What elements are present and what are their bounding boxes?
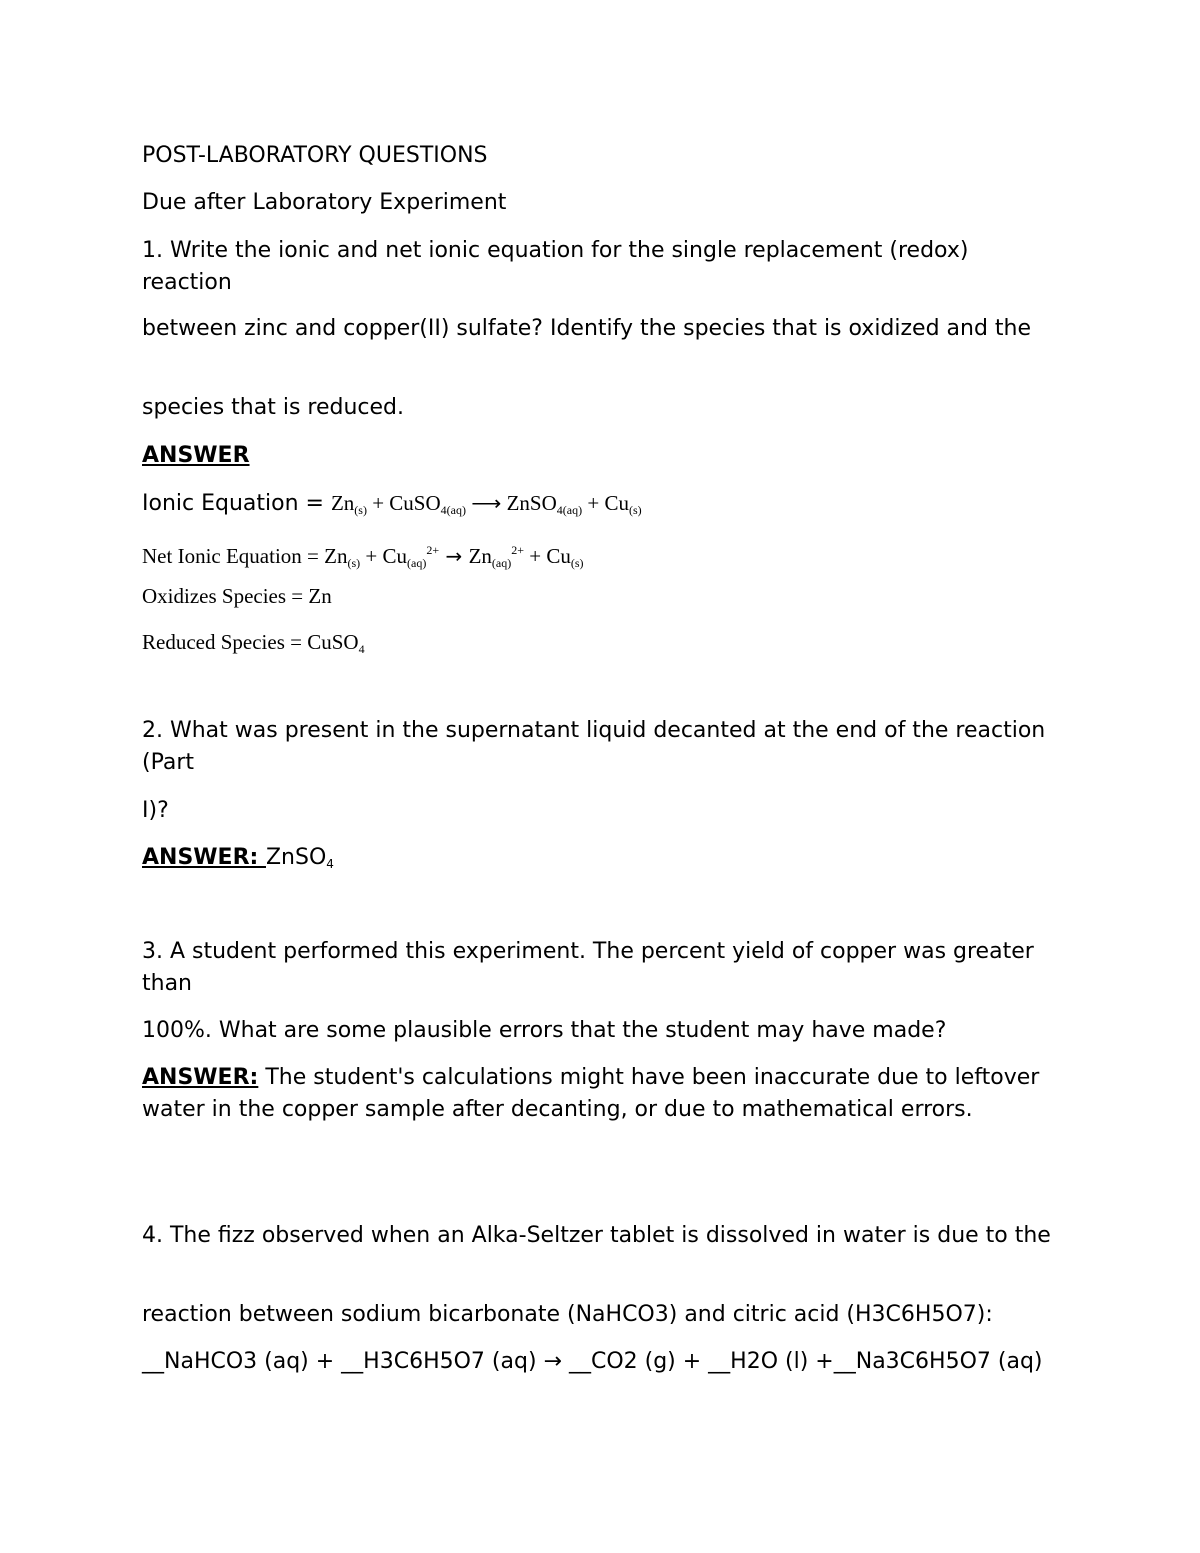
- question-4-line-2: reaction between sodium bicarbonate (NaHCO3) and citric acid (H3C6H5O7):: [142, 1302, 993, 1327]
- page-subtitle: Due after Laboratory Experiment: [142, 190, 507, 215]
- ionic-equation-formula: Zn(s) + CuSO4(aq) ⟶ ZnSO4(aq) + Cu(s): [330, 491, 642, 517]
- net-ionic-equation-label: Net Ionic Equation =: [142, 544, 325, 568]
- question-3-answer-label: ANSWER:: [142, 1065, 259, 1090]
- reduced-species: Reduced Species = CuSO4: [142, 630, 365, 656]
- question-1-line-2: between zinc and copper(II) sulfate? Identify the species that is oxidized and the: [142, 316, 1032, 341]
- page-title: POST-LABORATORY QUESTIONS: [142, 143, 488, 168]
- question-3-answer-text: The student's calculations might have been inaccurate due to leftover water in the copper sample after decanting, or due to mathematical errors.: [142, 1065, 1040, 1122]
- question-1-line-3: species that is reduced.: [142, 395, 404, 420]
- question-4-line-1: 4. The fizz observed when an Alka-Seltzer tablet is dissolved in water is due to the: [142, 1223, 1051, 1248]
- question-2-answer-text: ZnSO: [265, 845, 327, 870]
- question-3-line-1: 3. A student performed this experiment. The percent yield of copper was greater than: [142, 939, 1034, 996]
- question-3-line-2: 100%. What are some plausible errors that the student may have made?: [142, 1018, 947, 1043]
- ionic-equation-label: Ionic Equation =: [142, 491, 331, 516]
- ionic-equation: [142, 487, 1062, 526]
- question-1-answer-label: ANSWER: [142, 443, 250, 468]
- question-2-answer: ANSWER: ZnSO4: [142, 845, 334, 871]
- question-3-answer: [142, 1062, 1062, 1126]
- question-2-answer-label: ANSWER:: [142, 845, 266, 870]
- question-2-line-2: I)?: [142, 798, 169, 823]
- oxidized-species: Oxidizes Species = Zn: [142, 584, 332, 608]
- question-2-line-1: 2. What was present in the supernatant liquid decanted at the end of the reaction (Part: [142, 718, 1046, 775]
- question-4-equation: __NaHCO3 (aq) + __H3C6H5O7 (aq) → __CO2 (g) + __H2O (l) +__Na3C6H5O7 (aq): [142, 1349, 1043, 1374]
- question-1-line-1: 1. Write the ionic and net ionic equation for the single replacement (redox) reaction: [142, 238, 969, 295]
- net-ionic-equation: Net Ionic Equation = Zn(s) + Cu(aq)$^{2+}$ → Zn(aq)$^{2+}$ + Cu(s): [142, 543, 584, 570]
